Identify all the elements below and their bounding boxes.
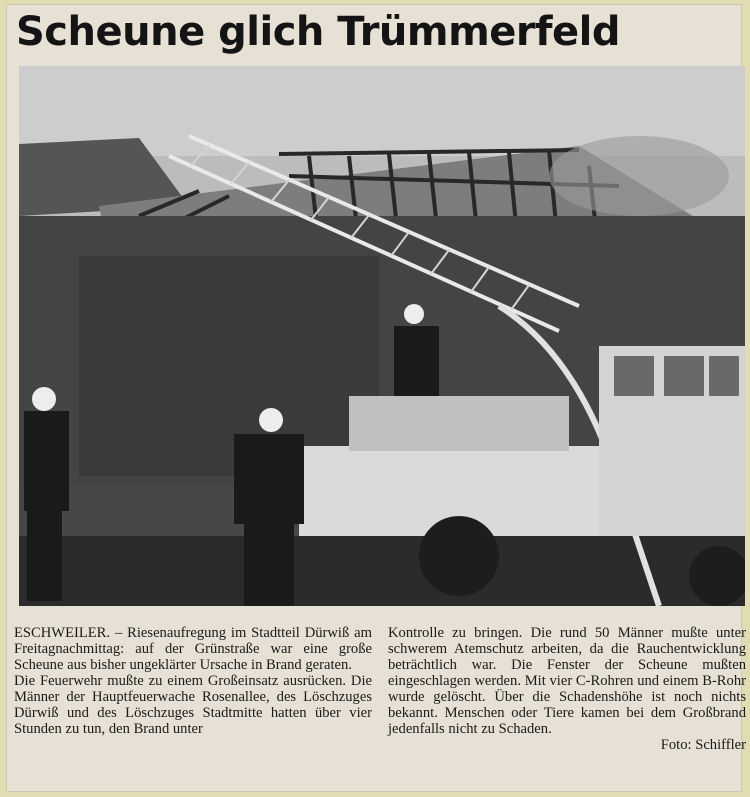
article-photo [19, 66, 745, 606]
photo-fire-ladder-truck-icon [19, 66, 745, 606]
text-column-right [388, 625, 746, 753]
paragraph-second: Die Feuerwehr mußte zu einem Großeinsatz ausrücken. Die Männer der Hauptfeuerwache Rosenallee, des Löschzuges Dürwiß und des Löschzuges Stadtmitte hatten über vier Stunden zu tun, den Brand unter [14, 673, 372, 737]
text-column-left [14, 625, 372, 737]
newspaper-clipping [6, 4, 746, 792]
photo-credit: Foto: Schiffler [660, 737, 746, 753]
headline: Scheune glich Trümmerfeld [16, 9, 620, 55]
paragraph-continued: Kontrolle zu bringen. Die rund 50 Männer mußte unter schwerem Atemschutz arbeiten, da die Rauchentwicklung beträchtlich war. Die Fenster der Scheune mußten eingeschlagen werden. Mit vier C-Rohren und einem B-Rohr wurde gelöscht. Über die Schadenshöhe ist noch nichts bekannt. Menschen oder Tiere kamen bei dem Großbrand jedenfalls nicht zu Schaden. [388, 625, 746, 737]
paragraph-lead: ESCHWEILER. – Riesenaufregung im Stadtteil Dürwiß am Freitagnachmittag: auf der Grünstraße war eine große Scheune aus bisher ungeklärter Ursache in Brand geraten. [14, 625, 372, 673]
